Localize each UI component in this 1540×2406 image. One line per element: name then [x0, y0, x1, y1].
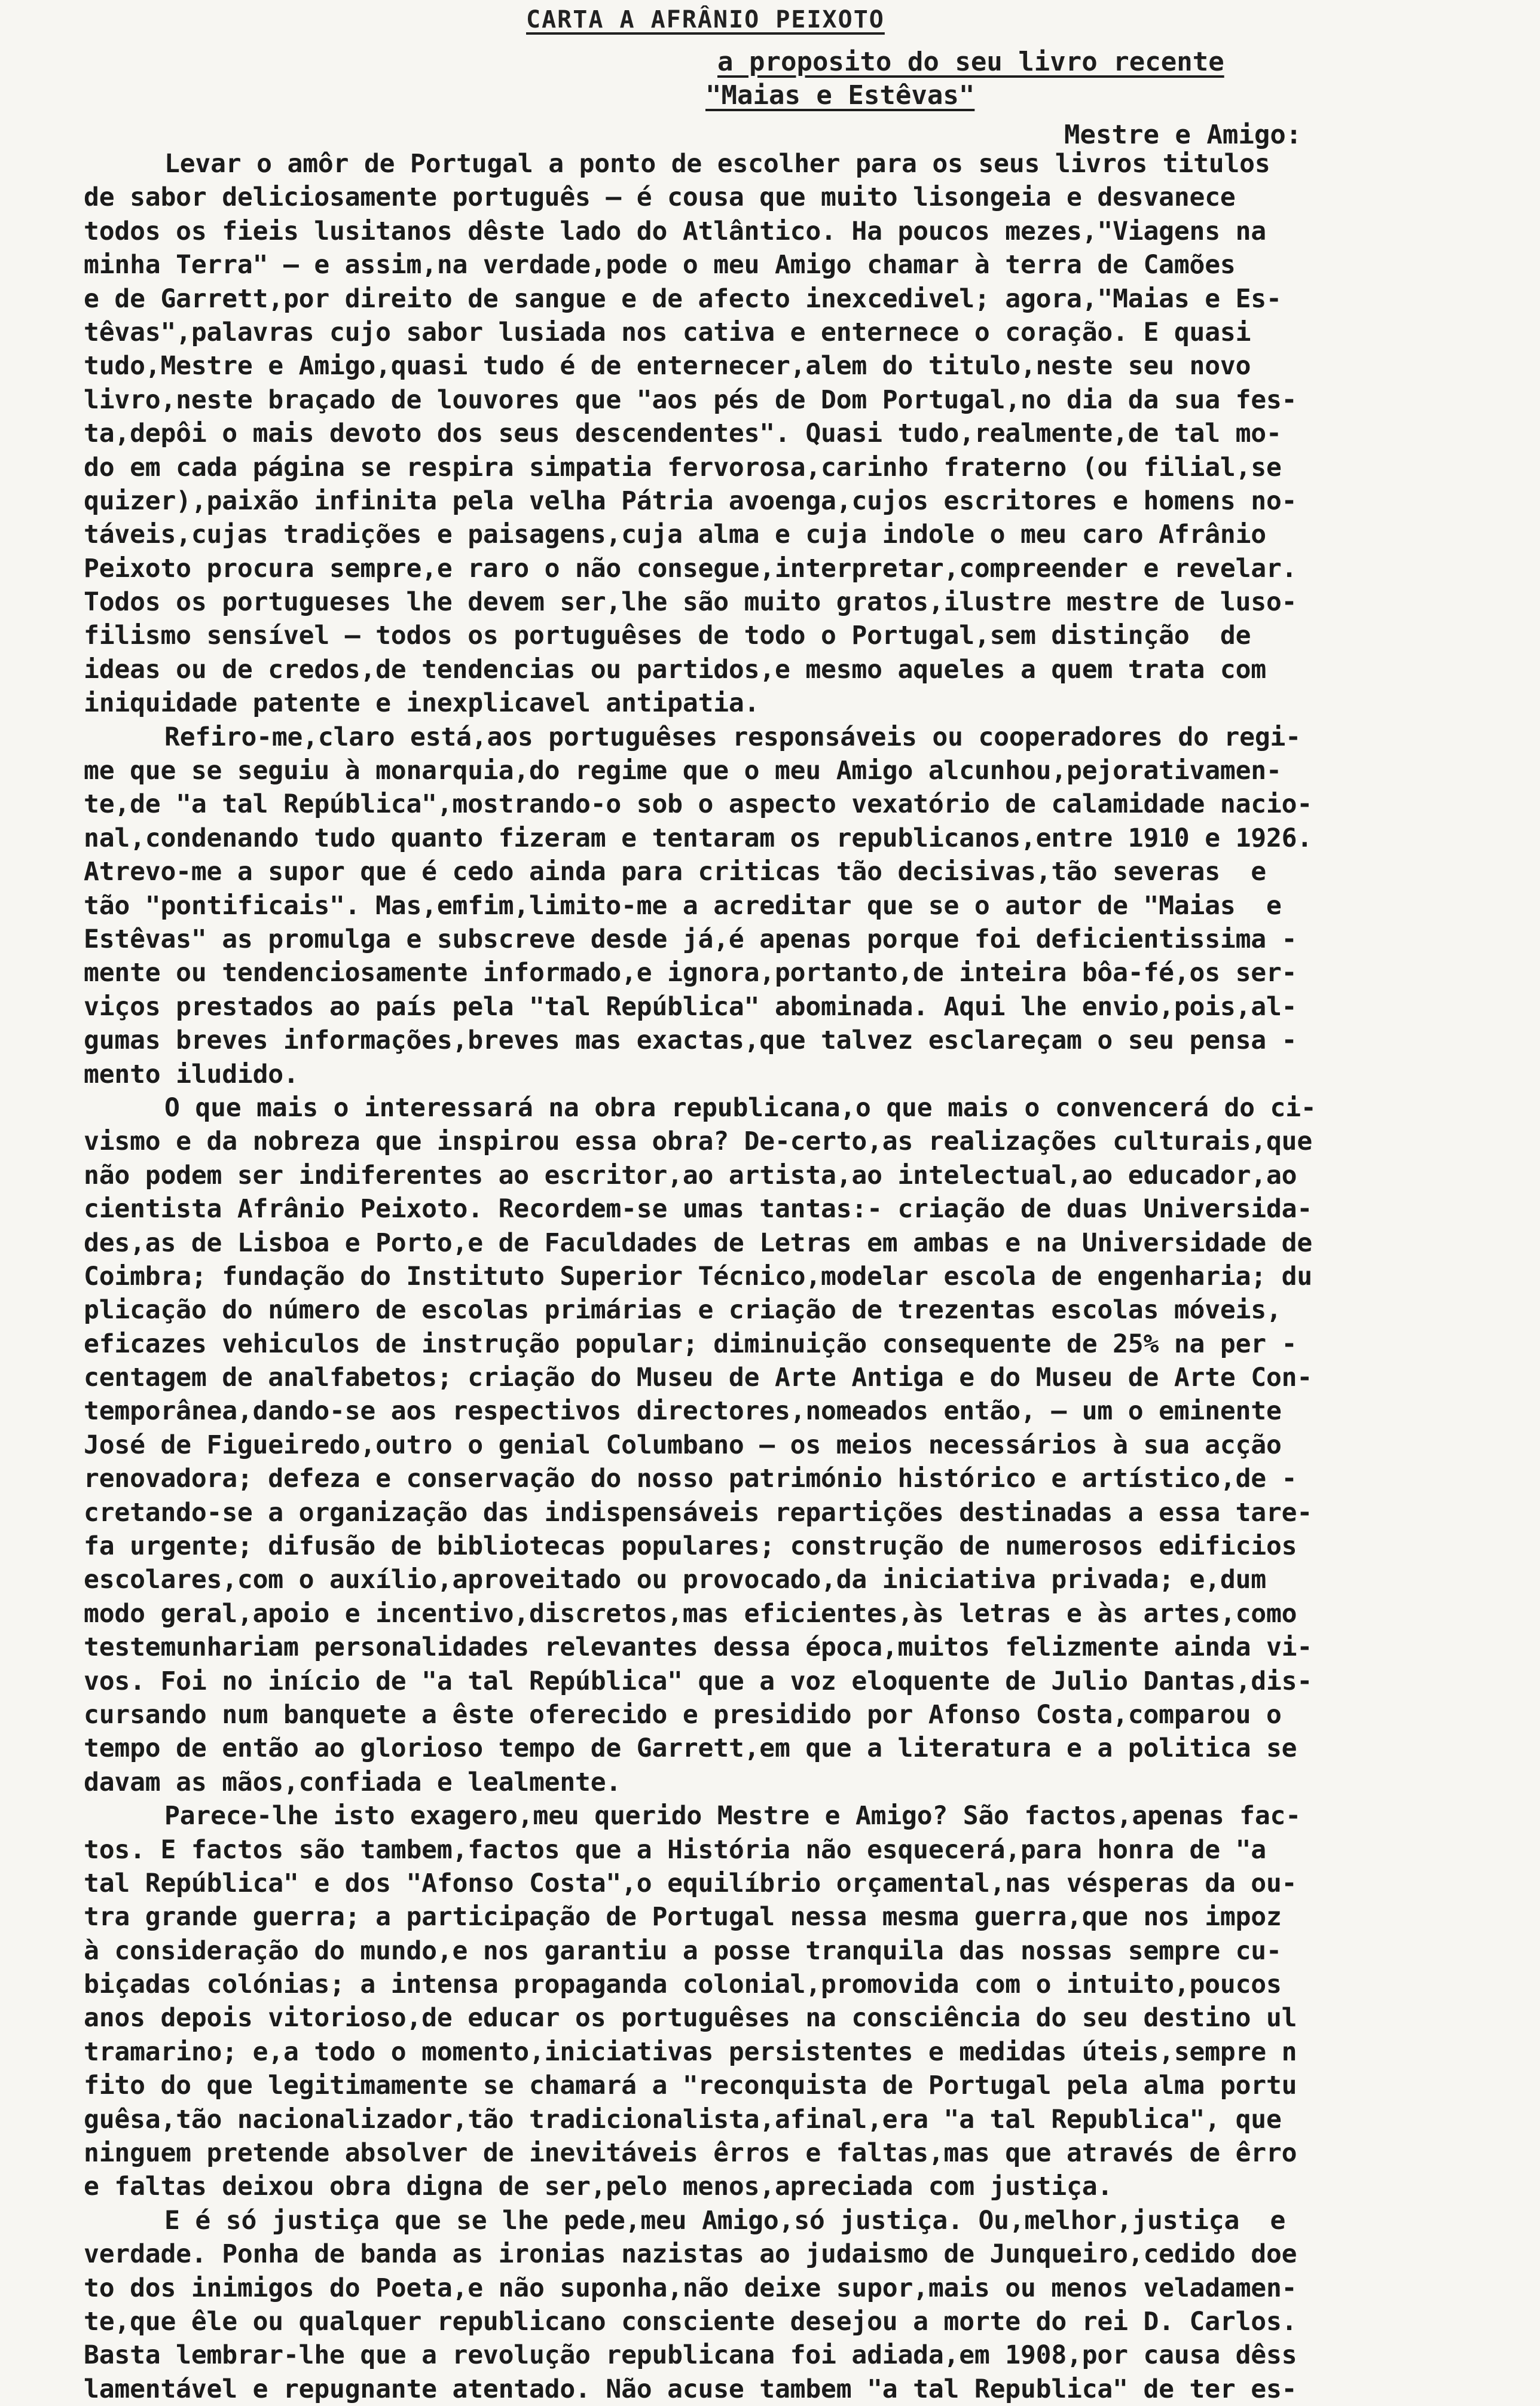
text-line: guêsa,tão nacionalizador,tão tradicionalista,afinal,era "a tal Republica", que — [84, 2104, 1282, 2135]
text-line: tempo de então ao glorioso tempo de Garrett,em que a literatura e a politica se — [84, 1733, 1297, 1764]
text-line: escolares,com o auxílio,aproveitado ou provocado,da iniciativa privada; e,dum — [84, 1565, 1266, 1595]
text-line: cientista Afrânio Peixoto. Recordem-se umas tantas:- criação de duas Universida- — [84, 1194, 1313, 1225]
text-line: tos. E factos são tambem,factos que a História não esquecerá,para honra de "a — [84, 1834, 1266, 1865]
text-line: ideas ou de credos,de tendencias ou partidos,e mesmo aqueles a quem trata com — [84, 654, 1266, 685]
text-line: tal República" e dos "Afonso Costa",o equilíbrio orçamental,nas vésperas da ou- — [84, 1868, 1297, 1898]
text-line: Refiro-me,claro está,aos portuguêses responsáveis ou cooperadores do regi- — [164, 722, 1301, 752]
text-line: José de Figueiredo,outro o genial Columbano — os meios necessários à sua acção — [84, 1430, 1282, 1460]
text-line: cretando-se a organização das indispensáveis repartições destinadas a essa tare- — [84, 1497, 1313, 1528]
text-line: E é só justiça que se lhe pede,meu Amigo,só justiça. Ou,melhor,justiça e — [164, 2205, 1286, 2236]
letter-subtitle-line-2: "Maias e Estêvas" — [705, 80, 975, 111]
text-line: plicação do número de escolas primárias e criação de trezentas escolas móveis, — [84, 1295, 1282, 1326]
text-line: fa urgente; difusão de bibliotecas populares; construção de numerosos edificios — [84, 1531, 1297, 1562]
text-line: vismo e da nobreza que inspirou essa obra? De-certo,as realizações culturais,que — [84, 1126, 1313, 1157]
text-line: têvas",palavras cujo sabor lusiada nos cativa e enternece o coração. E quasi — [84, 317, 1251, 347]
text-line: verdade. Ponha de banda as ironias nazistas ao judaismo de Junqueiro,cedido doe — [84, 2239, 1297, 2270]
text-line: Levar o amôr de Portugal a ponto de escolher para os seus livros titulos — [164, 149, 1270, 179]
text-line: O que mais o interessará na obra republicana,o que mais o convencerá do ci- — [164, 1092, 1316, 1123]
text-line: testemunhariam personalidades relevantes dessa época,muitos felizmente ainda vi- — [84, 1632, 1313, 1663]
salutation: Mestre e Amigo: — [1064, 120, 1302, 150]
text-line: fito do que legitimamente se chamará a "reconquista de Portugal pela alma portu — [84, 2071, 1297, 2101]
text-line: anos depois vitorioso,de educar os portuguêses na consciência do seu destino ul — [84, 2003, 1297, 2034]
text-line: quizer),paixão infinita pela velha Pátria avoenga,cujos escritores e homens no- — [84, 486, 1297, 516]
text-line: lamentável e repugnante atentado. Não acuse tambem "a tal Republica" de ter es- — [84, 2374, 1297, 2404]
text-line: gumas breves informações,breves mas exactas,que talvez esclareçam o seu pensa - — [84, 1025, 1297, 1056]
letter-body — [84, 147, 1501, 2406]
text-line: minha Terra" — e assim,na verdade,pode o meu Amigo chamar à terra de Camões — [84, 250, 1236, 280]
text-line: iniquidade patente e inexplicavel antipatia. — [84, 688, 760, 719]
text-line: Parece-lhe isto exagero,meu querido Mestre e Amigo? São factos,apenas fac- — [164, 1801, 1301, 1831]
text-line: à consideração do mundo,e nos garantiu a posse tranquila das nossas sempre cu- — [84, 1935, 1282, 1966]
text-line: te,que êle ou qualquer republicano consciente desejou a morte do rei D. Carlos. — [84, 2307, 1297, 2337]
text-line: Atrevo-me a supor que é cedo ainda para criticas tão decisivas,tão severas e — [84, 857, 1266, 887]
text-line: mente ou tendenciosamente informado,e ignora,portanto,de inteira bôa-fé,os ser- — [84, 958, 1297, 988]
letter-subtitle-line-1: a proposito do seu livro recente — [717, 47, 1224, 77]
text-line: Coimbra; fundação do Instituto Superior Técnico,modelar escola de engenharia; du — [84, 1261, 1313, 1291]
text-line: mento iludido. — [84, 1059, 299, 1089]
text-line: livro,neste braçado de louvores que "aos pés de Dom Portugal,no dia da sua fes- — [84, 384, 1297, 415]
text-line: nal,condenando tudo quanto fizeram e tentaram os republicanos,entre 1910 e 1926. — [84, 823, 1313, 853]
text-line: viços prestados ao país pela "tal República" abominada. Aqui lhe envio,pois,al- — [84, 991, 1297, 1022]
text-line: to dos inimigos do Poeta,e não suponha,não deixe supor,mais ou menos veladamen- — [84, 2273, 1297, 2303]
text-line: Peixoto procura sempre,e raro o não consegue,interpretar,compreender e revelar. — [84, 553, 1297, 584]
text-line: tramarino; e,a todo o momento,iniciativas persistentes e medidas úteis,sempre n — [84, 2036, 1297, 2067]
text-line: modo geral,apoio e incentivo,discretos,mas eficientes,às letras e às artes,como — [84, 1598, 1297, 1629]
text-line: Basta lembrar-lhe que a revolução republicana foi adiada,em 1908,por causa dêss — [84, 2340, 1297, 2371]
letter-title: CARTA A AFRÂNIO PEIXOTO — [526, 6, 885, 33]
text-line: tudo,Mestre e Amigo,quasi tudo é de enternecer,alem do titulo,neste seu novo — [84, 351, 1251, 381]
text-line: eficazes vehiculos de instrução popular; diminuição consequente de 25% na per - — [84, 1329, 1297, 1359]
text-line: filismo sensível — todos os portuguêses de todo o Portugal,sem distinção de — [84, 621, 1251, 651]
text-line: e faltas deixou obra digna de ser,pelo menos,apreciada com justiça. — [84, 2172, 1113, 2202]
text-line: davam as mãos,confiada e lealmente. — [84, 1767, 622, 1797]
text-line: táveis,cujas tradições e paisagens,cuja alma e cuja indole o meu caro Afrânio — [84, 520, 1266, 550]
text-line: biçadas colónias; a intensa propaganda colonial,promovida com o intuito,poucos — [84, 1970, 1282, 2000]
text-line: me que se seguiu à monarquia,do regime que o meu Amigo alcunhou,pejorativamen- — [84, 756, 1282, 786]
text-line: todos os fieis lusitanos dêste lado do Atlântico. Ha poucos mezes,"Viagens na — [84, 216, 1266, 246]
text-line: ta,depôi o mais devoto dos seus descendentes". Quasi tudo,realmente,de tal mo- — [84, 419, 1282, 449]
text-line: do em cada página se respira simpatia fervorosa,carinho fraterno (ou filial,se — [84, 452, 1282, 483]
text-line: Todos os portugueses lhe devem ser,lhe são muito gratos,ilustre mestre de luso- — [84, 587, 1297, 618]
text-line: cursando num banquete a êste oferecido e presidido por Afonso Costa,comparou o — [84, 1699, 1282, 1730]
text-line: não podem ser indiferentes ao escritor,ao artista,ao intelectual,ao educador,ao — [84, 1160, 1297, 1190]
text-line: renovadora; defeza e conservação do nosso património histórico e artístico,de - — [84, 1464, 1297, 1494]
text-line: ninguem pretende absolver de inevitáveis êrros e faltas,mas que através de êrro — [84, 2138, 1297, 2169]
text-line: vos. Foi no início de "a tal República" que a voz eloquente de Julio Dantas,dis- — [84, 1666, 1313, 1696]
text-line: tão "pontificais". Mas,emfim,limito-me a acreditar que se o autor de "Maias e — [84, 890, 1282, 921]
text-line: te,de "a tal República",mostrando-o sob o aspecto vexatório de calamidade nacio- — [84, 789, 1313, 820]
text-line: e de Garrett,por direito de sangue e de afecto inexcedivel; agora,"Maias e Es- — [84, 283, 1282, 314]
text-line: tra grande guerra; a participação de Portugal nessa mesma guerra,que nos impoz — [84, 1902, 1282, 1932]
text-line: temporânea,dando-se aos respectivos directores,nomeados então, — um o eminente — [84, 1396, 1282, 1427]
text-line: Estêvas" as promulga e subscreve desde já,é apenas porque foi deficientissima - — [84, 924, 1297, 954]
text-line: centagem de analfabetos; criação do Museu de Arte Antiga e do Museu de Arte Con- — [84, 1363, 1313, 1393]
text-line: des,as de Lisboa e Porto,e de Faculdades de Letras em ambas e na Universidade de — [84, 1228, 1313, 1258]
text-line: de sabor deliciosamente português — é cousa que muito lisongeia e desvanece — [84, 182, 1236, 213]
